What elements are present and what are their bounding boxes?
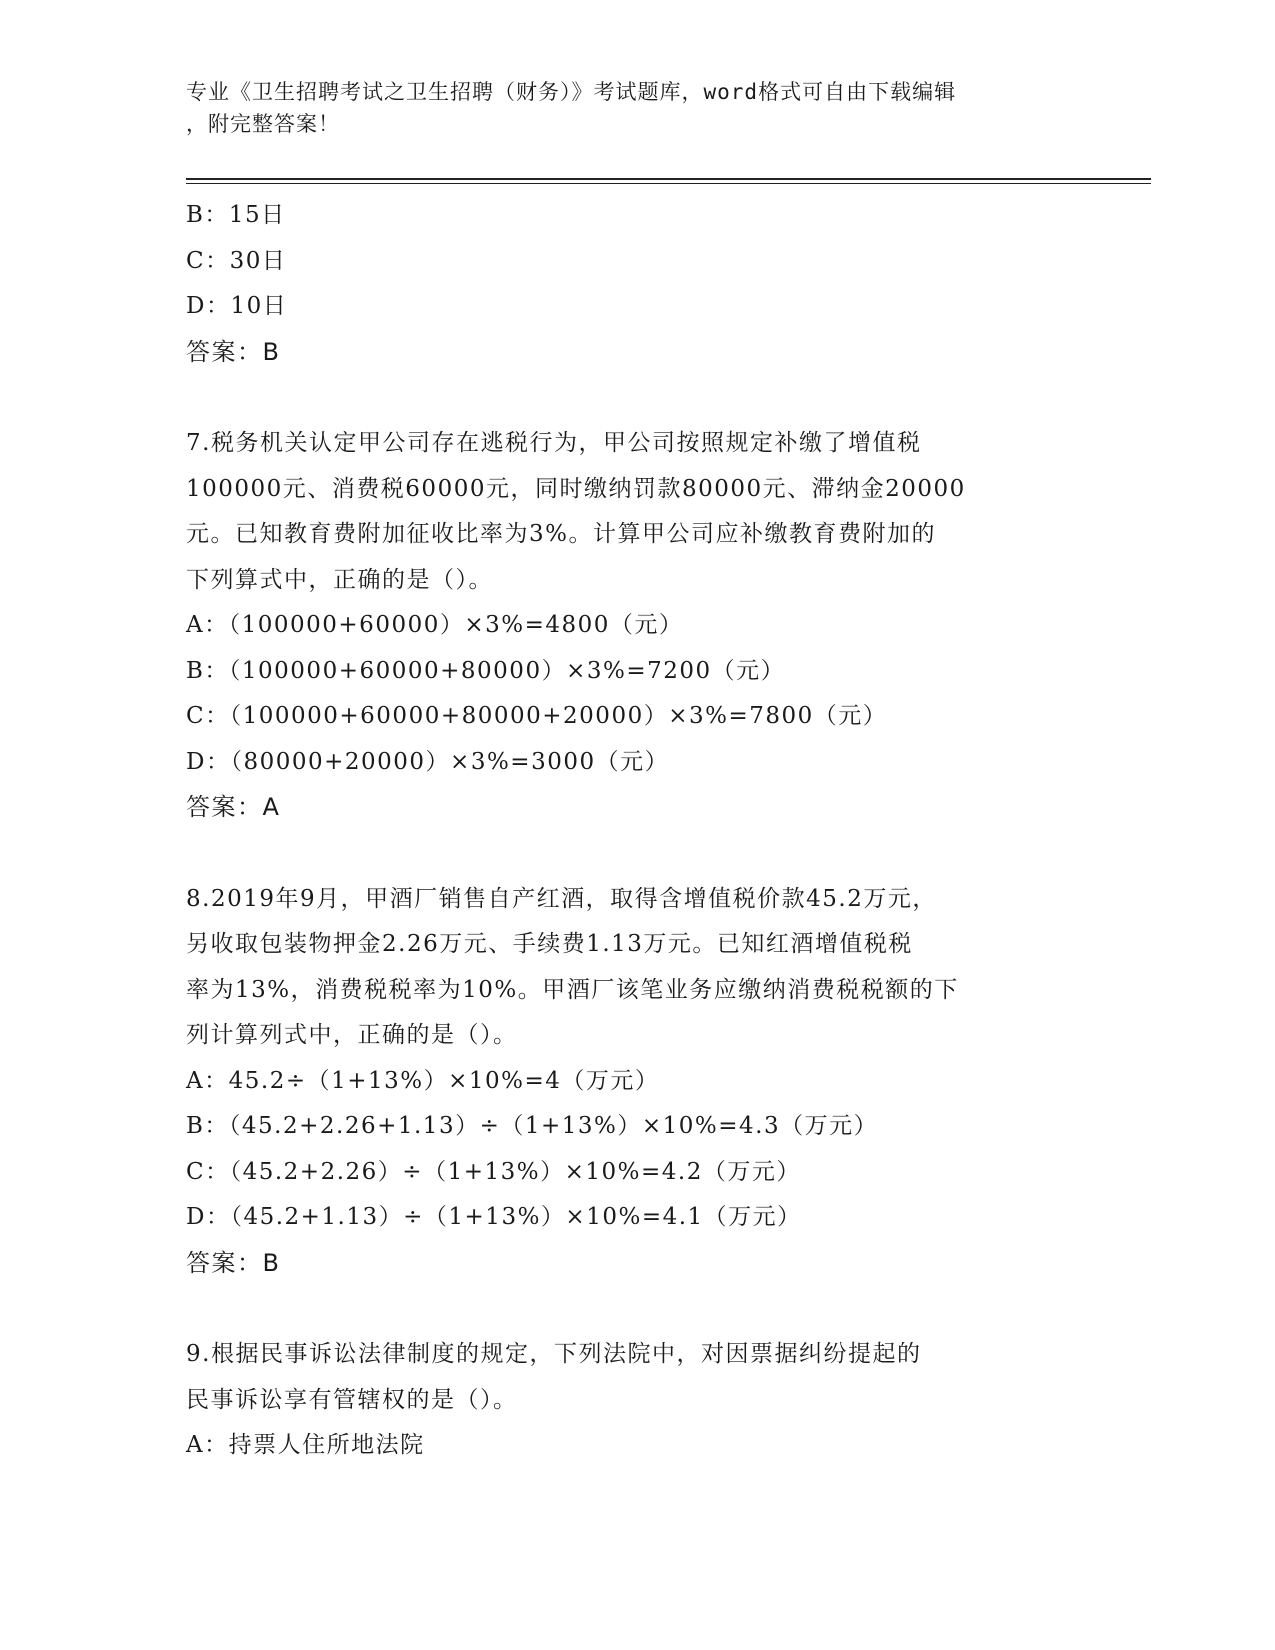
page-header (186, 76, 1066, 140)
question-list (186, 193, 1086, 1469)
option-b: B：（45.2+2.26+1.13）÷（1+13%）×10%=4.3（万元） (186, 1113, 879, 1139)
question-stem-line: 另收取包装物押金2.26万元、手续费1.13万元。已知红酒增值税税 (186, 931, 913, 957)
option-d: D：（45.2+1.13）÷（1+13%）×10%=4.1（万元） (186, 1204, 802, 1230)
question-stem-line: 列计算列式中，正确的是（）。 (186, 1022, 518, 1048)
answer-line: 答案：A (186, 793, 281, 821)
question-stem-line: 下列算式中，正确的是（）。 (186, 566, 493, 593)
option-a: A：45.2÷（1+13%）×10%=4（万元） (186, 1067, 660, 1094)
option-c: C：（100000+60000+80000+20000）×3%=7800（元） (186, 703, 888, 729)
question-block-7 (186, 421, 1086, 831)
question-block-9 (186, 1332, 1086, 1469)
header-divider-thin (186, 183, 1151, 184)
option-a: A：（100000+60000）×3%=4800（元） (186, 612, 684, 638)
header-line: ，附完整答案！ (186, 112, 340, 136)
question-stem-line: 8.2019年9月，甲酒厂销售自产红酒，取得含增值税价款45.2万元， (186, 885, 937, 912)
question-stem-line: 率为13%，消费税税率为10%。甲酒厂该笔业务应缴纳消费税税额的下 (186, 976, 959, 1003)
option-c: C：（45.2+2.26）÷（1+13%）×10%=4.2（万元） (186, 1158, 801, 1185)
header-line: 专业《卫生招聘考试之卫生招聘（财务）》考试题库，word格式可自由下载编辑 (186, 80, 957, 104)
option-b: B：15日 (186, 202, 286, 228)
option-a: A：持票人住所地法院 (186, 1432, 425, 1458)
option-d: D：（80000+20000）×3%=3000（元） (186, 748, 670, 775)
header-divider (186, 178, 1151, 180)
question-stem-line: 民事诉讼享有管辖权的是（）。 (186, 1386, 518, 1413)
answer-line: 答案：B (186, 337, 281, 366)
option-b: B：（100000+60000+80000）×3%=7200（元） (186, 657, 786, 684)
question-stem-line: 元。已知教育费附加征收比率为3%。计算甲公司应补缴教育费附加的 (186, 521, 936, 547)
question-block-8 (186, 877, 1086, 1287)
option-c: C：30日 (186, 247, 287, 274)
question-stem-line: 9.根据民事诉讼法律制度的规定，下列法院中，对因票据纠纷提起的 (186, 1341, 922, 1367)
question-block-prev (186, 193, 1086, 375)
answer-line: 答案：B (186, 1248, 281, 1277)
question-stem-line: 100000元、消费税60000元，同时缴纳罚款80000元、滞纳金20000 (186, 475, 966, 502)
question-stem-line: 7.税务机关认定甲公司存在逃税行为，甲公司按照规定补缴了增值税 (186, 430, 922, 456)
option-d: D：10日 (186, 293, 288, 319)
